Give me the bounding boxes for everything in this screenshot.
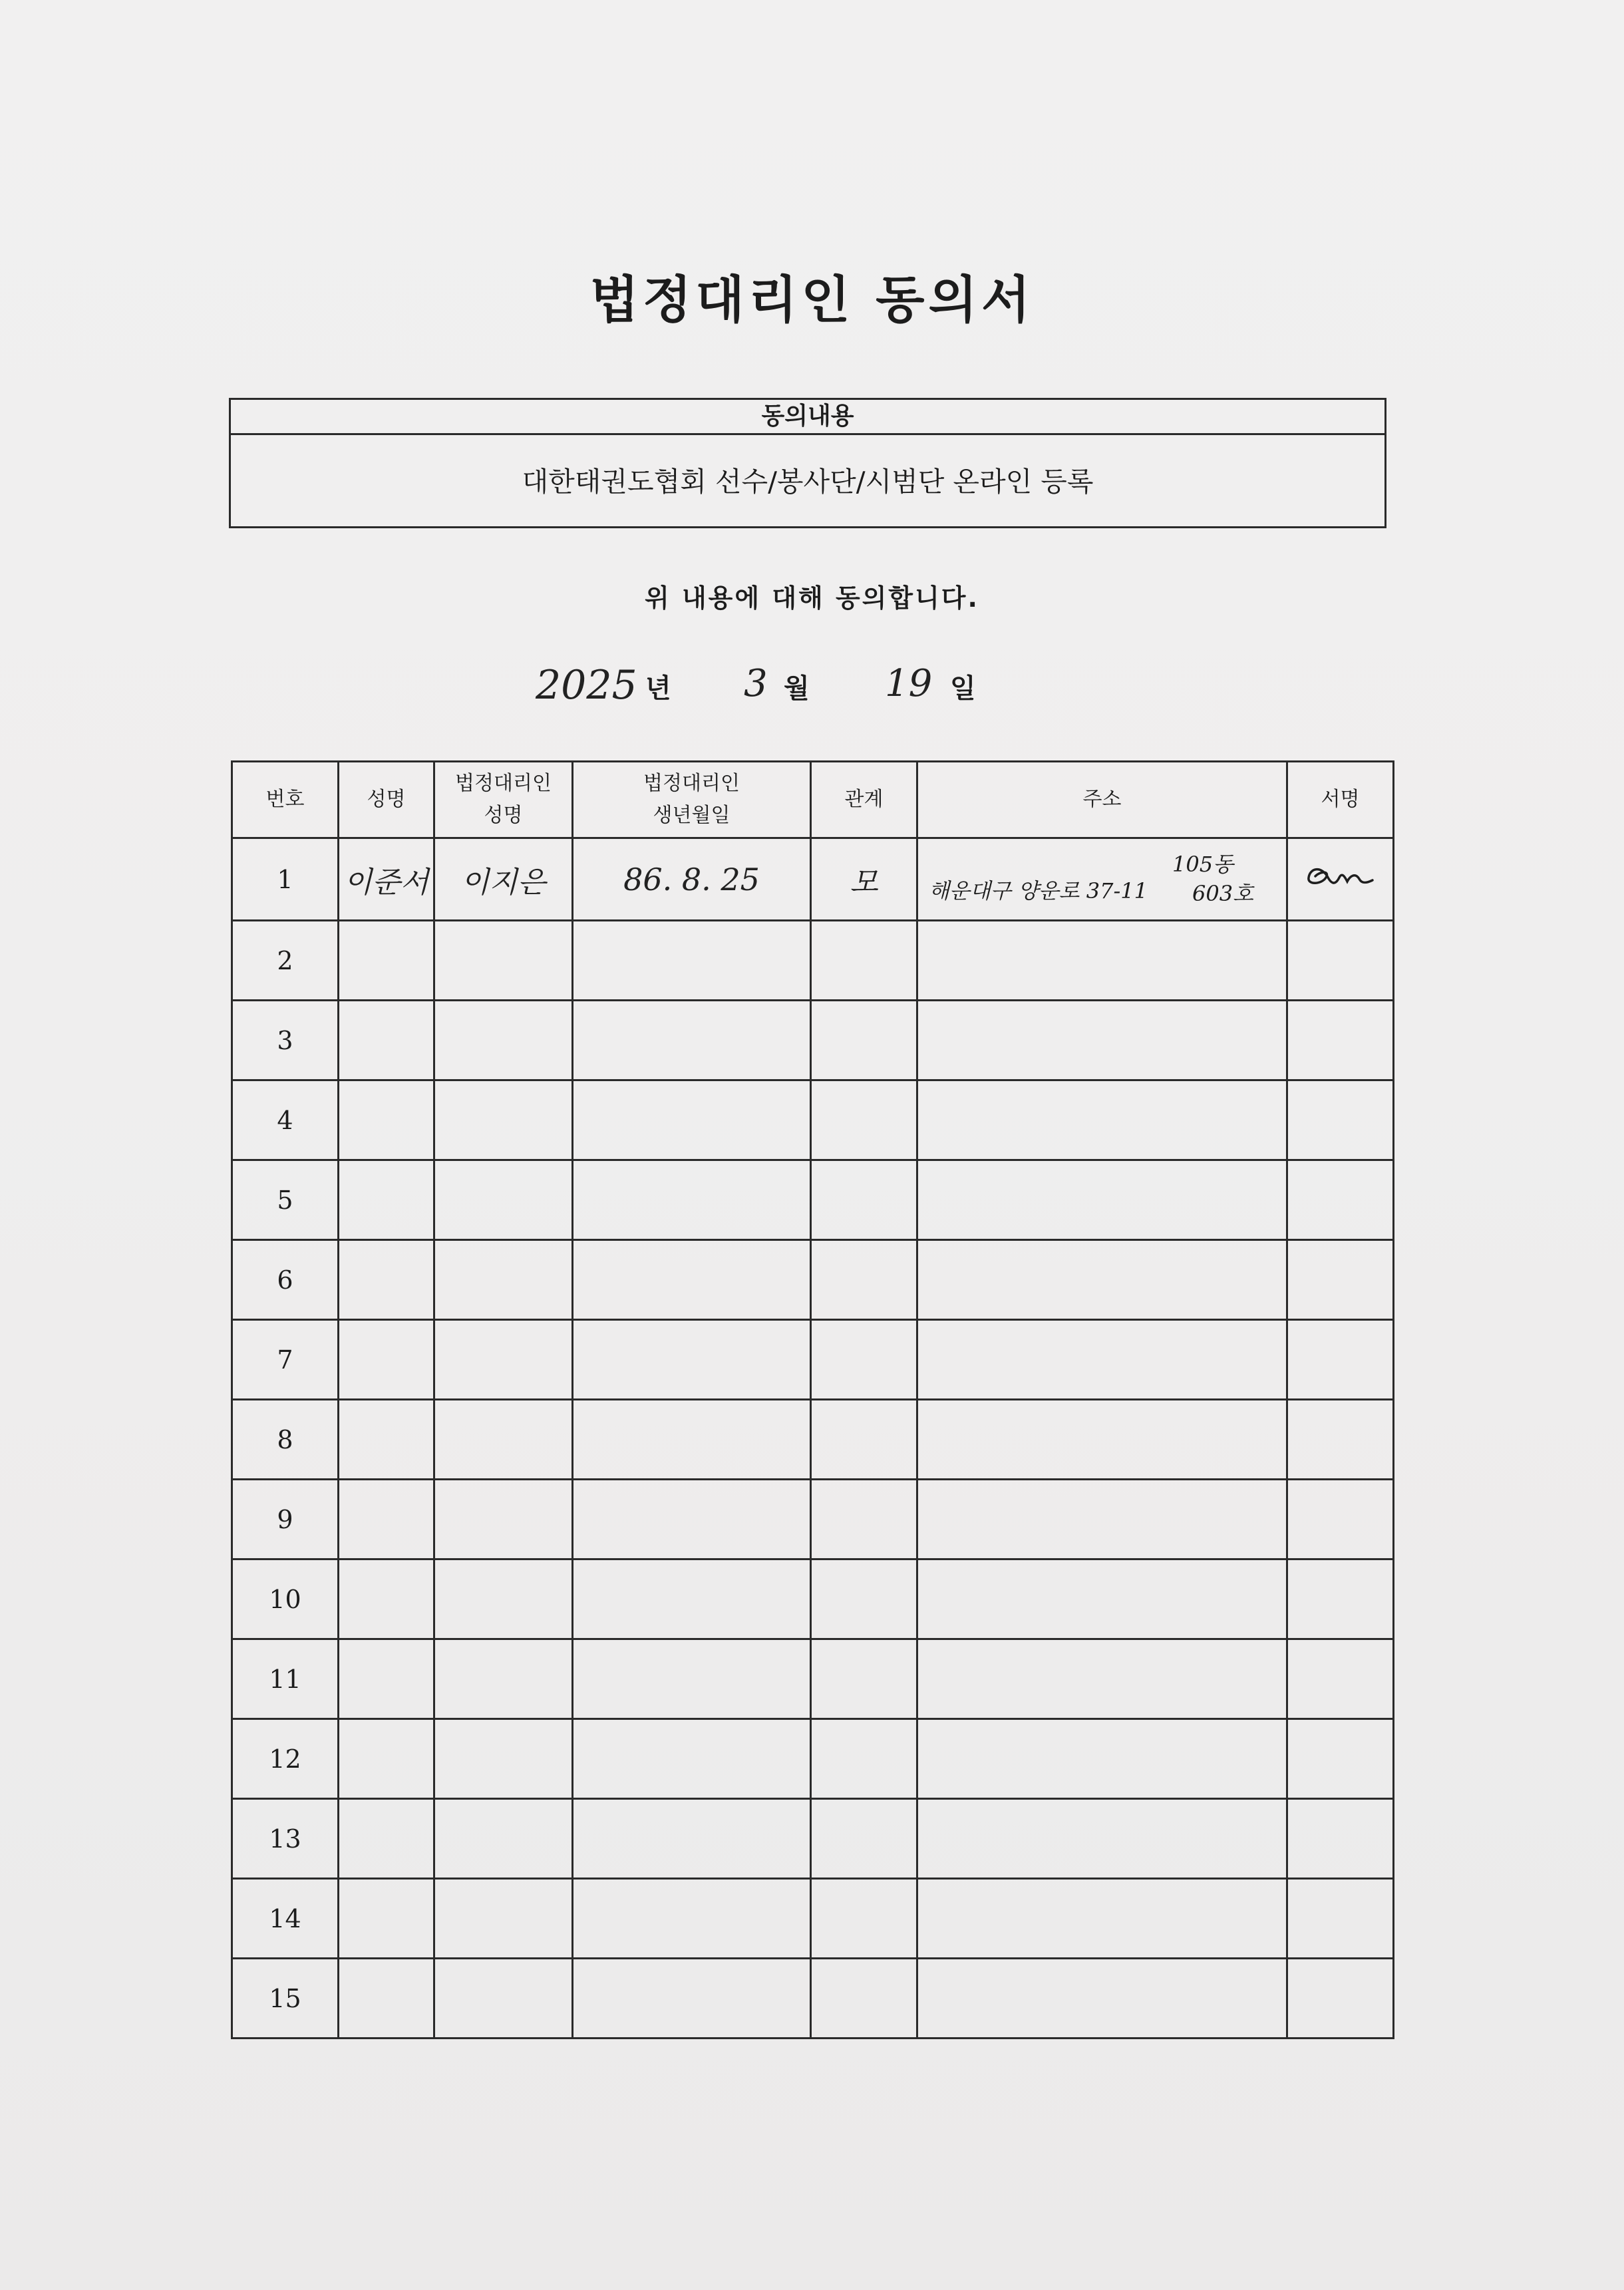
address-street: 해운대구 양운로 37-11 xyxy=(929,878,1148,903)
address-ho: 603호 xyxy=(1192,880,1253,906)
header-address: 주소 xyxy=(917,762,1287,838)
guardian-birth: 86. 8. 25 xyxy=(573,838,811,921)
header-name: 성명 xyxy=(339,762,434,838)
row-number: 12 xyxy=(232,1719,339,1799)
row-number: 5 xyxy=(232,1160,339,1240)
consent-content-box xyxy=(229,398,1386,528)
header-relation: 관계 xyxy=(811,762,917,838)
header-signature: 서명 xyxy=(1287,762,1394,838)
header-guardian-birth xyxy=(573,762,811,838)
date-day: 19 xyxy=(885,662,933,705)
student-name: 이준서 xyxy=(339,838,434,921)
signature-cell xyxy=(1287,838,1394,921)
row-number: 10 xyxy=(232,1559,339,1639)
header-guardian-name xyxy=(434,762,573,838)
date-month: 3 xyxy=(744,662,768,705)
table-header-row xyxy=(232,762,1394,838)
date-month-unit: 월 xyxy=(784,673,810,704)
date-year-unit: 년 xyxy=(645,673,671,704)
date-year: 2025 xyxy=(536,662,637,709)
handwritten-signature-icon xyxy=(1301,856,1380,903)
row-number: 1 xyxy=(232,838,339,921)
agreement-statement: 위 내용에 대해 동의합니다. xyxy=(645,583,979,613)
header-no: 번호 xyxy=(232,762,339,838)
row-number: 11 xyxy=(232,1639,339,1719)
table-row xyxy=(232,1400,1394,1480)
guardian-name: 이지은 xyxy=(434,838,573,921)
table-row xyxy=(232,921,1394,1001)
consent-body: 대한태권도협회 선수/봉사단/시범단 온라인 등록 xyxy=(522,466,1094,498)
table-row xyxy=(232,1799,1394,1879)
row-number: 15 xyxy=(232,1959,339,2039)
row-number: 7 xyxy=(232,1320,339,1400)
header-guardian-birth-line2: 생년월일 xyxy=(653,804,731,827)
table-row xyxy=(232,838,1394,921)
table-row xyxy=(232,1160,1394,1240)
table-row xyxy=(232,1639,1394,1719)
header-guardian-name-line2: 성명 xyxy=(484,804,523,827)
relation: 모 xyxy=(811,838,917,921)
row-number: 14 xyxy=(232,1879,339,1959)
table-row xyxy=(232,1480,1394,1559)
header-guardian-name-line1: 법정대리인 xyxy=(455,772,552,795)
table-row xyxy=(232,1001,1394,1080)
date-day-unit: 일 xyxy=(950,673,976,704)
row-number: 8 xyxy=(232,1400,339,1480)
table-row xyxy=(232,1240,1394,1320)
row-number: 4 xyxy=(232,1080,339,1160)
table-row xyxy=(232,1959,1394,2039)
guardian-registration-table xyxy=(231,760,1394,2039)
row-number: 6 xyxy=(232,1240,339,1320)
address-cell xyxy=(917,838,1287,921)
table-row xyxy=(232,1559,1394,1639)
row-number: 2 xyxy=(232,921,339,1001)
address-dong: 105동 xyxy=(1172,851,1233,877)
row-number: 13 xyxy=(232,1799,339,1879)
table-row xyxy=(232,1320,1394,1400)
table-row xyxy=(232,1080,1394,1160)
table-row xyxy=(232,1879,1394,1959)
table-row xyxy=(232,1719,1394,1799)
consent-header: 동의내용 xyxy=(231,400,1384,435)
page-title: 법정대리인 동의서 xyxy=(589,270,1035,329)
row-number: 3 xyxy=(232,1001,339,1080)
header-guardian-birth-line1: 법정대리인 xyxy=(643,772,740,795)
row-number: 9 xyxy=(232,1480,339,1559)
